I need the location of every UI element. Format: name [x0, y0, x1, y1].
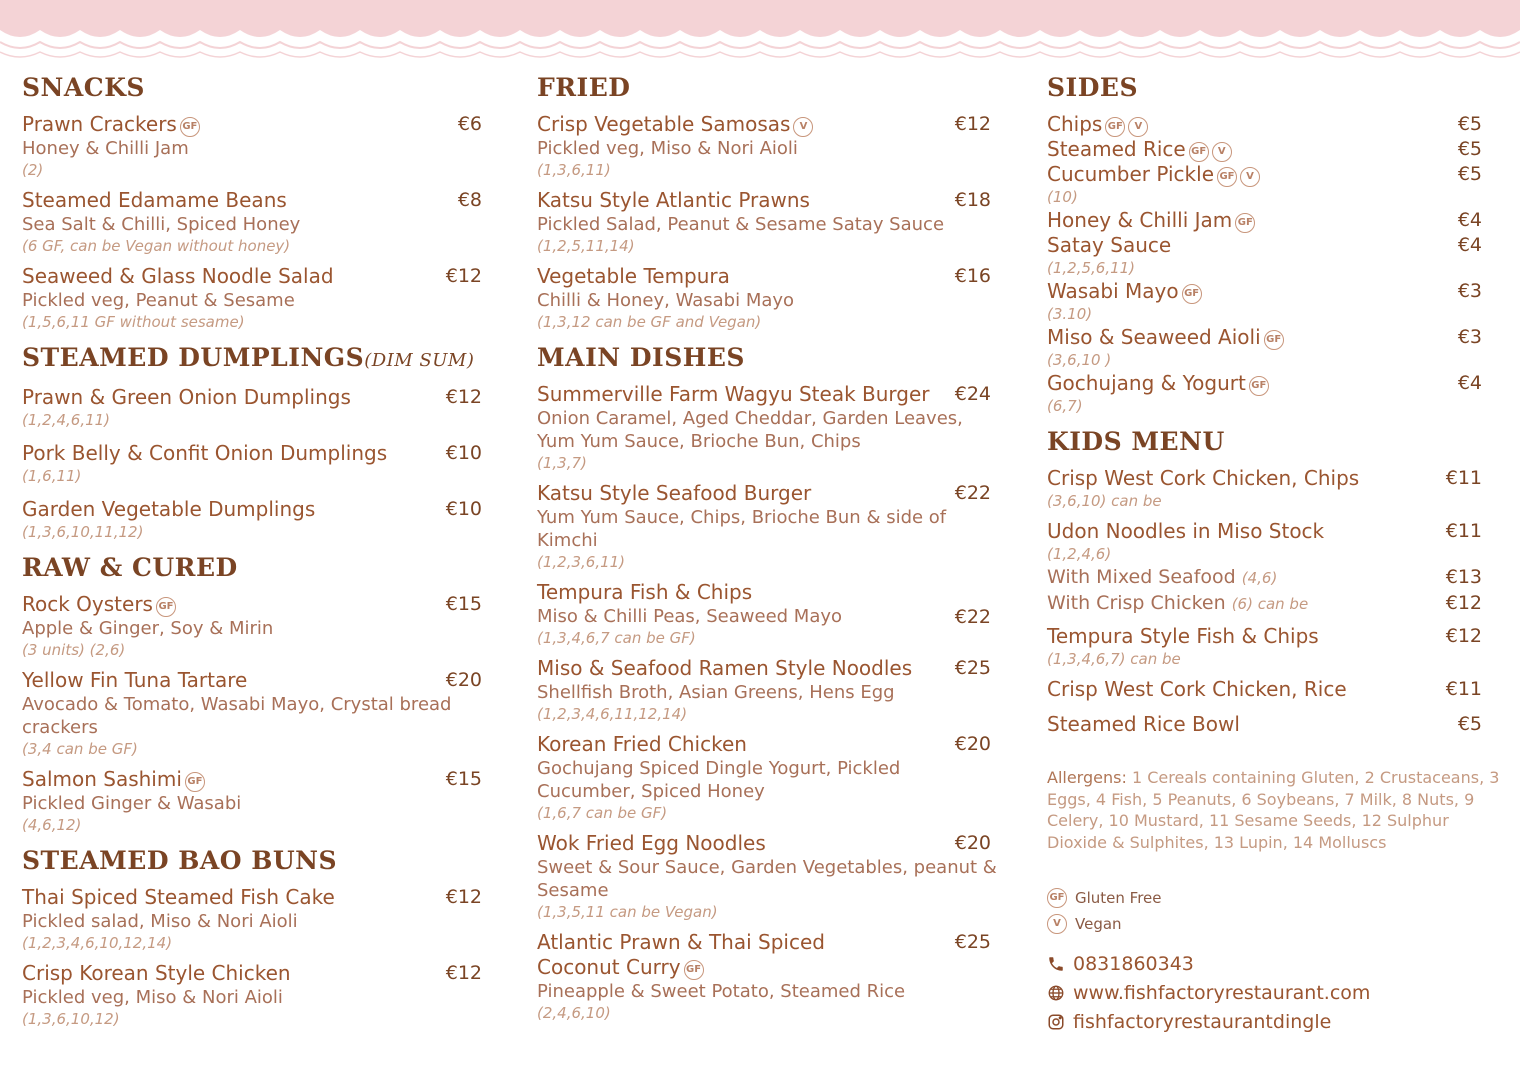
item-allergens: (1,2,4,6,11) [22, 411, 111, 429]
column-right [1047, 70, 1502, 1036]
item-allergens: (6 GF, can be Vegan without honey) [22, 237, 291, 255]
legend-vegan [1047, 911, 1502, 937]
item-name: With Mixed Seafood [1047, 566, 1236, 588]
gluten-free-icon: GF [185, 772, 205, 792]
item-name: Udon Noodles in Miso Stock [1047, 519, 1325, 543]
item-allergens: (1,3,5,11 can be Vegan) [537, 903, 718, 921]
item-allergens: (4,6,12) [22, 816, 82, 834]
item-price: €11 [1445, 520, 1482, 542]
section-title-fried: FRIED [537, 73, 631, 102]
item-price: €12 [445, 386, 482, 408]
item-price: €25 [954, 931, 991, 953]
item-description: Yum Yum Sauce, Chips, Brioche Bun & side of Kimchi [537, 507, 947, 551]
menu-item-coconut-curry [537, 930, 997, 1024]
item-price: €12 [1445, 625, 1482, 647]
menu-item-satay-sauce [1047, 233, 1502, 279]
item-allergens: (1,2,3,6,11) [537, 553, 626, 571]
item-name: Yellow Fin Tuna Tartare [22, 668, 248, 692]
item-name: Prawn Crackers [22, 112, 177, 136]
item-allergens: (4,6) [1241, 569, 1278, 587]
item-description: Pickled veg, Miso & Nori Aioli [22, 987, 283, 1008]
menu-item-veg-tempura [537, 264, 997, 333]
item-price: €18 [954, 189, 991, 211]
vegan-icon: V [1047, 914, 1067, 934]
item-description: Pickled Salad, Peanut & Sesame Satay Sauce [537, 214, 945, 235]
section-title-raw: RAW & CURED [22, 553, 238, 582]
section-title-mains: MAIN DISHES [537, 343, 745, 372]
menu-item-kids-udon [1047, 519, 1502, 565]
item-price: €5 [1457, 113, 1482, 135]
item-allergens: (1,3,12 can be GF and Vegan) [537, 313, 762, 331]
menu-item-veg-dumplings [22, 497, 492, 543]
menu-item-fish-chips [537, 580, 997, 649]
item-allergens: (1,3,7) [537, 454, 587, 472]
item-name: Thai Spiced Steamed Fish Cake [22, 885, 335, 909]
menu-item-rock-oysters [22, 592, 492, 661]
item-description: Avocado & Tomato, Wasabi Mayo, Crystal bread crackers [22, 694, 452, 738]
item-price: €15 [445, 593, 482, 615]
menu-item-noodle-salad [22, 264, 492, 333]
item-allergens: (1,3,4,6,7) can be [1047, 650, 1181, 668]
item-description: Apple & Ginger, Soy & Mirin [22, 618, 274, 639]
gluten-free-icon: GF [1249, 376, 1269, 396]
item-name: With Crisp Chicken [1047, 592, 1226, 614]
gluten-free-icon: GF [156, 597, 176, 617]
column-middle [537, 70, 997, 1031]
item-price: €10 [445, 442, 482, 464]
item-description: Honey & Chilli Jam [22, 138, 189, 159]
menu-item-tuna-tartare [22, 668, 492, 760]
item-allergens: (1,2,3,4,6,11,12,14) [537, 705, 688, 723]
column-left [22, 70, 492, 1037]
legend-label: Vegan [1075, 915, 1122, 933]
contact-instagram[interactable] [1047, 1007, 1502, 1036]
item-price: €12 [1445, 592, 1482, 614]
item-description: Pickled veg, Peanut & Sesame [22, 290, 295, 311]
item-price: €6 [457, 113, 482, 135]
menu-item-wasabi-mayo [1047, 279, 1502, 325]
item-allergens: (10) [1047, 188, 1078, 206]
item-allergens: (1,3,6,11) [537, 161, 611, 179]
item-description: Pickled Ginger & Wasabi [22, 793, 242, 814]
section-title-bao: STEAMED BAO BUNS [22, 846, 338, 875]
scallop-border [0, 0, 1520, 62]
item-description: Chilli & Honey, Wasabi Mayo [537, 290, 795, 311]
item-name: Rock Oysters [22, 592, 153, 616]
allergen-info-label: Allergens: [1047, 768, 1127, 787]
website-link[interactable]: www.fishfactoryrestaurant.com [1073, 981, 1371, 1004]
item-price: €12 [445, 962, 482, 984]
item-description: Shellfish Broth, Asian Greens, Hens Egg [537, 682, 895, 703]
item-allergens: (1,3,6,10,11,12) [22, 523, 144, 541]
item-description: Sea Salt & Chilli, Spiced Honey [22, 214, 301, 235]
item-name: Seaweed & Glass Noodle Salad [22, 264, 334, 288]
item-price: €20 [954, 733, 991, 755]
item-price: €11 [1445, 467, 1482, 489]
section-title-snacks: SNACKS [22, 73, 145, 102]
item-name: Honey & Chilli Jam [1047, 208, 1233, 232]
menu-item-wagyu-burger [537, 382, 997, 474]
item-allergens: (6,7) [1047, 397, 1083, 415]
menu-item-cucumber-pickle [1047, 162, 1502, 208]
item-name: Summerville Farm Wagyu Steak Burger [537, 382, 930, 406]
gluten-free-icon: GF [1217, 167, 1237, 187]
allergen-info-text: 1 Cereals containing Gluten, 2 Crustaceans, 3 Eggs, 4 Fish, 5 Peanuts, 6 Soybeans, 7 Milk, 8 Nuts, 9 Celery, 10 Mustard, 11 Sesame Seeds, 12 Sulphur Dioxide & Sulphites, 13 Lupin, 14 Molluscs [1047, 768, 1500, 852]
item-price: €4 [1457, 372, 1482, 394]
item-name: Vegetable Tempura [537, 264, 730, 288]
item-name: Crisp West Cork Chicken, Chips [1047, 466, 1360, 490]
item-price: €3 [1457, 326, 1482, 348]
item-price: €3 [1457, 280, 1482, 302]
vegan-icon: V [1128, 117, 1148, 137]
section-title-kids: KIDS MENU [1047, 427, 1225, 456]
instagram-icon [1047, 1013, 1065, 1031]
phone-number[interactable]: 0831860343 [1073, 952, 1194, 975]
gluten-free-icon: GF [1105, 117, 1125, 137]
menu-item-salmon-sashimi [22, 767, 492, 836]
item-name: Steamed Edamame Beans [22, 188, 287, 212]
item-price: €5 [1457, 163, 1482, 185]
item-description: Gochujang Spiced Dingle Yogurt, Pickled Cucumber, Spiced Honey [537, 758, 901, 802]
menu-item-fish-cake [22, 885, 492, 954]
item-price: €5 [1457, 138, 1482, 160]
item-price: €4 [1457, 234, 1482, 256]
item-price: €12 [954, 113, 991, 135]
item-allergens: (3,6,10) can be [1047, 492, 1162, 510]
item-name: Atlantic Prawn & Thai Spiced Coconut Curry [537, 930, 825, 979]
item-allergens: (1,5,6,11 GF without sesame) [22, 313, 245, 331]
item-name: Gochujang & Yogurt [1047, 371, 1246, 395]
legend-label: Gluten Free [1075, 889, 1162, 907]
item-description: Onion Caramel, Aged Cheddar, Garden Leaves, Yum Yum Sauce, Brioche Bun, Chips [537, 408, 963, 452]
menu-item-ramen [537, 656, 997, 725]
item-name: Korean Fried Chicken [537, 732, 747, 756]
phone-icon [1047, 955, 1065, 973]
item-allergens: (1,2,4,6) [1047, 545, 1112, 563]
gluten-free-icon: GF [1235, 213, 1255, 233]
item-name: Prawn & Green Onion Dumplings [22, 385, 351, 409]
legend [1047, 885, 1502, 937]
item-allergens: (1,6,11) [22, 467, 82, 485]
item-allergens: (3,4 can be GF) [22, 740, 138, 758]
vegan-icon: V [1240, 167, 1260, 187]
item-name: Katsu Style Seafood Burger [537, 481, 812, 505]
section-title-sides: SIDES [1047, 73, 1139, 102]
gluten-free-icon: GF [684, 960, 704, 980]
item-allergens: (1,3,4,6,7 can be GF) [537, 629, 696, 647]
menu-item-edamame [22, 188, 492, 257]
item-price: €13 [1445, 566, 1482, 588]
vegan-icon: V [1212, 142, 1232, 162]
instagram-handle[interactable]: fishfactoryrestaurantdingle [1073, 1010, 1332, 1033]
item-description: Pineapple & Sweet Potato, Steamed Rice [537, 981, 906, 1002]
menu-item-kids-udon-seafood [1047, 565, 1502, 591]
menu-item-prawn-dumplings [22, 385, 492, 431]
menu-item-seaweed-aioli [1047, 325, 1502, 371]
item-price: €22 [954, 606, 991, 628]
menu-item-steamed-rice [1047, 137, 1502, 162]
menu-item-kids-rice-bowl [1047, 712, 1502, 737]
item-name: Crisp Vegetable Samosas [537, 112, 791, 136]
allergen-info [1047, 767, 1502, 853]
item-allergens: (3.10) [1047, 305, 1093, 323]
item-name: Wasabi Mayo [1047, 279, 1179, 303]
item-name: Steamed Rice [1047, 137, 1186, 161]
menu-item-kids-udon-chicken [1047, 591, 1502, 617]
gluten-free-icon: GF [1047, 888, 1067, 908]
menu-item-egg-noodles [537, 831, 997, 923]
gluten-free-icon: GF [1182, 284, 1202, 304]
item-description: Sweet & Sour Sauce, Garden Vegetables, peanut & Sesame [537, 857, 997, 901]
item-description: Pickled salad, Miso & Nori Aioli [22, 911, 298, 932]
item-price: €12 [445, 265, 482, 287]
item-price: €20 [445, 669, 482, 691]
contact-info [1047, 949, 1502, 1036]
item-name: Pork Belly & Confit Onion Dumplings [22, 441, 388, 465]
item-name: Tempura Style Fish & Chips [1047, 624, 1319, 648]
section-subtitle: (DIM SUM) [364, 350, 475, 371]
item-name: Miso & Seaweed Aioli [1047, 325, 1261, 349]
item-name: Satay Sauce [1047, 233, 1172, 257]
item-price: €20 [954, 832, 991, 854]
menu-item-prawn-crackers [22, 112, 492, 181]
item-price: €25 [954, 657, 991, 679]
item-name: Wok Fried Egg Noodles [537, 831, 766, 855]
gluten-free-icon: GF [1189, 142, 1209, 162]
item-allergens: (3 units) (2,6) [22, 641, 126, 659]
item-name: Katsu Style Atlantic Prawns [537, 188, 810, 212]
item-allergens: (1,2,5,11,14) [537, 237, 635, 255]
item-allergens: (1,3,6,10,12) [22, 1010, 120, 1028]
menu-item-pork-dumplings [22, 441, 492, 487]
menu-item-kids-chicken-rice [1047, 677, 1502, 702]
item-price: €4 [1457, 209, 1482, 231]
item-price: €16 [954, 265, 991, 287]
menu-item-honey-chilli-jam [1047, 208, 1502, 233]
item-price: €15 [445, 768, 482, 790]
item-description: Pickled veg, Miso & Nori Aioli [537, 138, 798, 159]
section-title-dumplings [22, 340, 492, 379]
item-allergens: (1,2,5,6,11) [1047, 259, 1136, 277]
legend-gluten-free [1047, 885, 1502, 911]
gluten-free-icon: GF [180, 117, 200, 137]
section-title-text: STEAMED DUMPLINGS [22, 343, 365, 372]
menu-item-chips [1047, 112, 1502, 137]
item-name: Crisp West Cork Chicken, Rice [1047, 677, 1347, 701]
contact-phone[interactable] [1047, 949, 1502, 978]
item-price: €10 [445, 498, 482, 520]
globe-icon [1047, 984, 1065, 1002]
item-allergens: (2) [22, 161, 44, 179]
item-allergens: (1,6,7 can be GF) [537, 804, 668, 822]
menu-item-kids-chicken-chips [1047, 466, 1502, 512]
item-description: Miso & Chilli Peas, Seaweed Mayo [537, 606, 843, 627]
menu-item-samosas [537, 112, 997, 181]
item-name: Tempura Fish & Chips [537, 580, 753, 604]
item-name: Chips [1047, 112, 1103, 136]
item-name: Salmon Sashimi [22, 767, 182, 791]
gluten-free-icon: GF [1264, 330, 1284, 350]
item-allergens: (1,2,3,4,6,10,12,14) [22, 934, 173, 952]
vegan-icon: V [793, 117, 813, 137]
menu-item-kids-fish-chips [1047, 624, 1502, 670]
item-price: €11 [1445, 678, 1482, 700]
menu-item-gochujang-yogurt [1047, 371, 1502, 417]
item-price: €22 [954, 482, 991, 504]
item-name: Cucumber Pickle [1047, 162, 1214, 186]
item-name: Miso & Seafood Ramen Style Noodles [537, 656, 913, 680]
menu-item-katsu-prawns [537, 188, 997, 257]
item-price: €5 [1457, 713, 1482, 735]
item-price: €8 [457, 189, 482, 211]
item-name: Steamed Rice Bowl [1047, 712, 1240, 736]
item-allergens: (3,6,10 ) [1047, 351, 1112, 369]
menu-item-seafood-burger [537, 481, 997, 573]
menu-item-korean-chicken-bao [22, 961, 492, 1030]
item-price: €24 [954, 383, 991, 405]
menu-item-korean-fried-chicken [537, 732, 997, 824]
item-allergens: (2,4,6,10) [537, 1004, 611, 1022]
item-price: €12 [445, 886, 482, 908]
contact-website[interactable] [1047, 978, 1502, 1007]
item-allergens: (6) can be [1231, 595, 1309, 613]
item-name: Crisp Korean Style Chicken [22, 961, 291, 985]
item-name: Garden Vegetable Dumplings [22, 497, 316, 521]
